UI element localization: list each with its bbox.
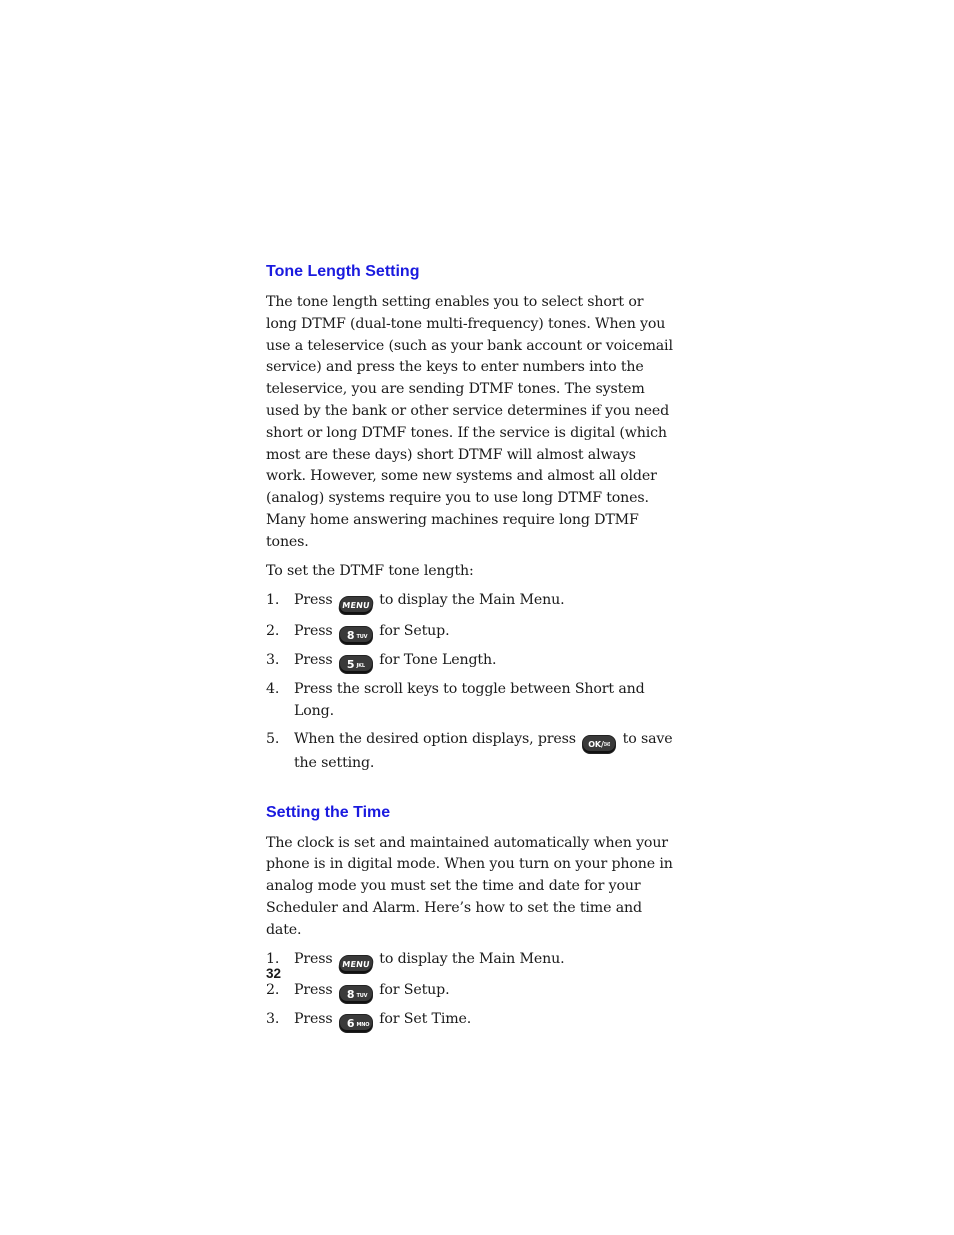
menu-key-icon: MENU (339, 597, 373, 614)
step-text: for Tone Length. (379, 651, 497, 668)
step-text: Press the scroll keys to toggle between Short and Long. (294, 680, 645, 719)
step-text: for Setup. (379, 981, 450, 998)
list-item (266, 650, 676, 673)
step-number: 5. (266, 730, 280, 747)
step-number: 2. (266, 981, 280, 998)
step-text: to save the setting. (294, 730, 673, 771)
list-item (266, 729, 676, 775)
step-text: Press (294, 1010, 333, 1027)
section-title-setting-time: Setting the Time (266, 803, 391, 821)
key-6-icon: 6 MNO (340, 1015, 372, 1032)
list-item (266, 980, 676, 1003)
setting-time-steps (266, 949, 676, 1031)
tone-length-description: The tone length setting enables you to select short or long DTMF (dual-tone multi-frequency) tones. When you use a teleservice (such as your bank account or voicemail service) and press the keys to enter numbers into the teleservice, you are sending DTMF tones. The system used by the bank or other service determines if you need short or long DTMF tones. If the service is digital (which most are these days) short DTMF will almost always work. However, some new systems and almost all older (analog) systems require you to use long DTMF tones. Many home answering machines require long DTMF tones. (266, 294, 673, 550)
key-8-icon: 8 TUV (340, 627, 372, 644)
list-item (266, 1009, 676, 1032)
list-item (266, 679, 676, 723)
step-number: 1. (266, 951, 280, 968)
step-number: 3. (266, 1010, 280, 1027)
step-text: to display the Main Menu. (379, 592, 565, 609)
key-5-icon: 5 JKL (340, 656, 372, 673)
tone-length-steps (266, 590, 676, 774)
setting-time-description: The clock is set and maintained automatically when your phone is in digital mode. When you turn on your phone in analog mode you must set the time and date for your Scheduler and Alarm. Here’s how to set the time and date. (266, 834, 673, 938)
step-text: to display the Main Menu. (379, 951, 565, 968)
menu-key-icon: MENU (339, 956, 373, 973)
step-text: Press (294, 651, 333, 668)
step-number: 1. (266, 592, 280, 609)
step-text: Press (294, 622, 333, 639)
key-8-icon: 8 TUV (340, 986, 372, 1003)
step-text: Press (294, 981, 333, 998)
page-content (266, 262, 676, 1038)
page-number: 32 (266, 966, 282, 981)
list-item (266, 949, 676, 973)
list-item (266, 590, 676, 614)
ok-key-icon: OK/✉ (583, 736, 615, 753)
step-text: Press (294, 951, 333, 968)
step-number: 3. (266, 651, 280, 668)
step-text: Press (294, 592, 333, 609)
step-number: 4. (266, 680, 280, 697)
step-text: When the desired option displays, press (294, 730, 576, 747)
section-title-tone-length: Tone Length Setting (266, 263, 420, 280)
step-number: 2. (266, 622, 280, 639)
step-text: for Setup. (379, 622, 450, 639)
tone-length-intro: To set the DTMF tone length: (266, 562, 474, 579)
step-text: for Set Time. (379, 1010, 472, 1027)
list-item (266, 621, 676, 644)
